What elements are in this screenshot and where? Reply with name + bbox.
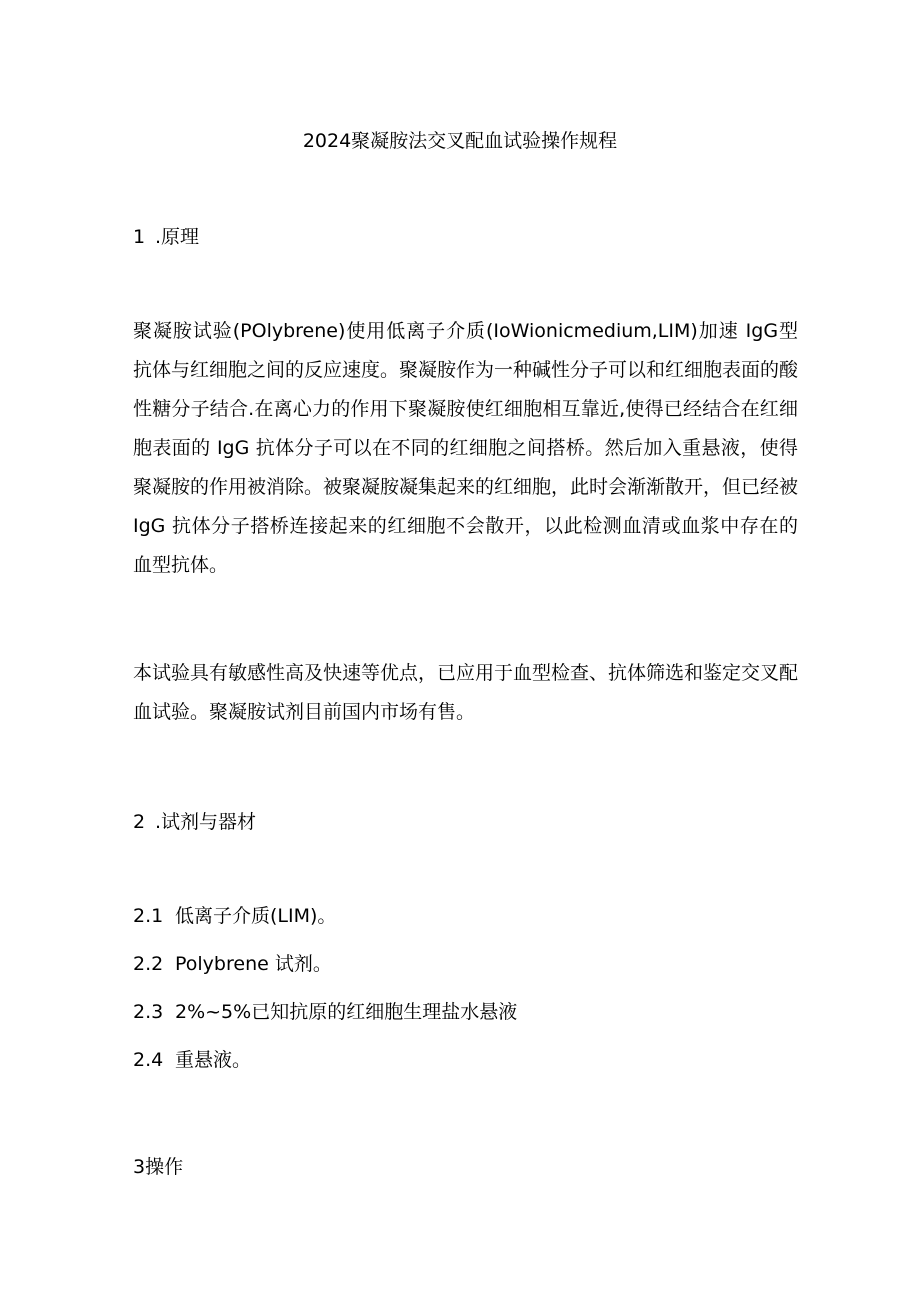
list-item-text: 低离子介质(LIM)。 (175, 905, 337, 927)
list-item (133, 903, 336, 929)
list-item-number: 2.1 (133, 905, 164, 927)
section-2-heading (133, 809, 256, 835)
section-1-paragraph-2: 本试验具有敏感性高及快速等优点，已应用于血型检查、抗体筛选和鉴定交叉配血试验。聚凝胺试剂目前国内市场有售。 (133, 662, 799, 723)
section-3-heading: 3操作 (133, 1156, 184, 1178)
list-item-number: 2.3 (133, 1001, 164, 1023)
section-1-title: .原理 (155, 226, 200, 248)
section-1-heading (133, 224, 199, 250)
section-1-paragraph-1: 聚凝胺试验(POlybrene)使用低离子介质(IoWionicmedium,LIM)加速 IgG型抗体与红细胞之间的反应速度。聚凝胺作为一种碱性分子可以和红细胞表面的酸性糖分子结合.在离心力的作用下聚凝胺使红细胞相互靠近,使得已经结合在红细胞表面的 IgG 抗体分子可以在不同的红细胞之间搭桥。然后加入重悬液，使得聚凝胺的作用被消除。被聚凝胺凝集起来的红细胞，此时会渐渐散开，但已经被 IgG 抗体分子搭桥连接起来的红细胞不会散开，以此检测血清或血浆中存在的血型抗体。 (133, 320, 799, 576)
list-item-number: 2.2 (133, 953, 164, 975)
list-item (133, 951, 332, 977)
list-item-text: Polybrene 试剂。 (175, 953, 332, 975)
list-item-number: 2.4 (133, 1049, 164, 1071)
list-item (133, 1047, 251, 1073)
list-item (133, 999, 517, 1025)
document-title: 2024聚凝胺法交叉配血试验操作规程 (302, 130, 618, 152)
section-2-title: .试剂与器材 (155, 811, 257, 833)
section-2-number: 2 (133, 811, 146, 833)
list-item-text: 2%~5%已知抗原的红细胞生理盐水悬液 (175, 1001, 518, 1023)
list-item-text: 重悬液。 (175, 1049, 252, 1071)
section-1-number: 1 (133, 226, 146, 248)
